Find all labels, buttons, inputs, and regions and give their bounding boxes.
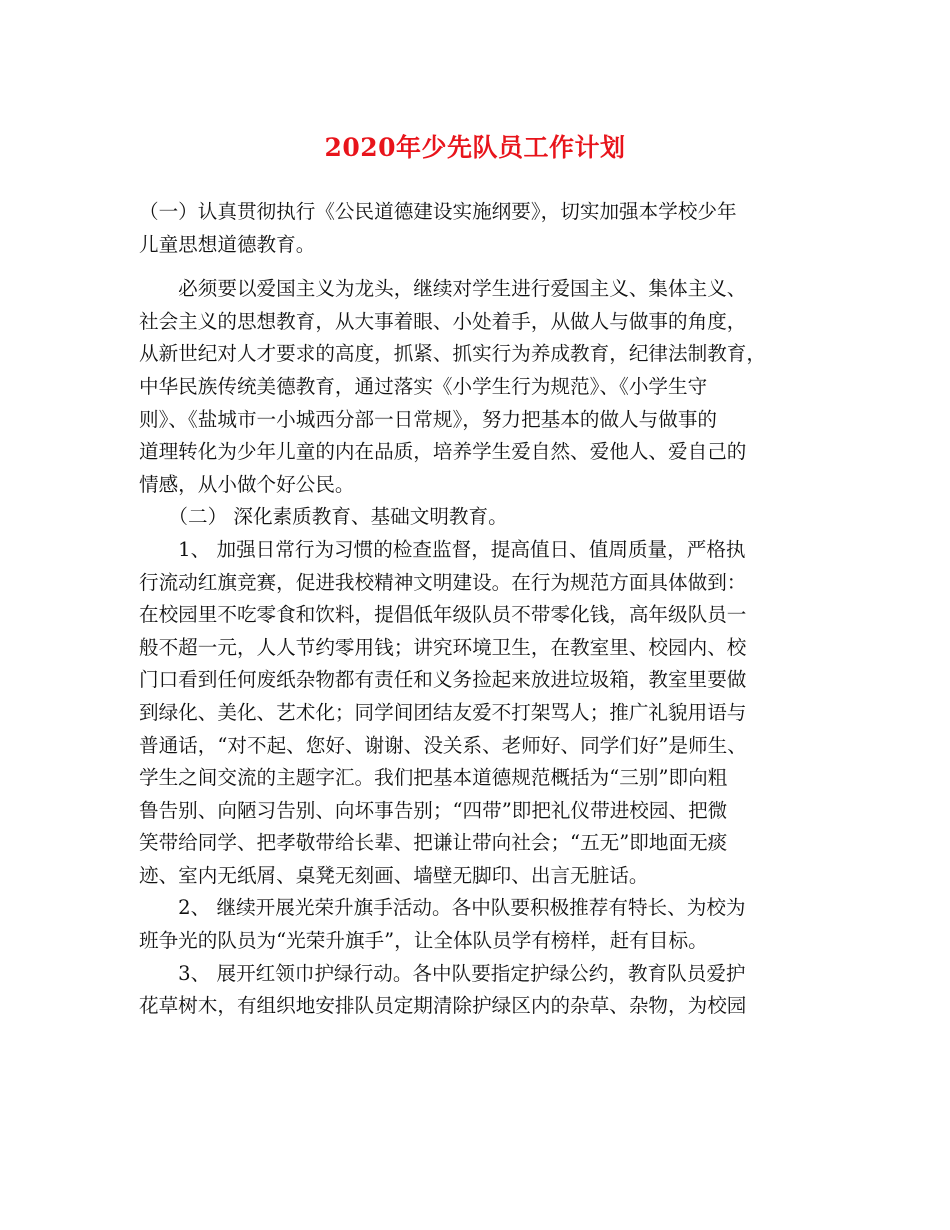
text-line: 2、 继续开展光荣升旗手活动。各中队要积极推荐有特长、为校为 [139,896,746,920]
document-title: 2020年少先队员工作计划 [324,133,626,162]
text-line: 班争光的队员为“光荣升旗手”，让全体队员学有榜样，赶有目标。 [139,929,708,953]
text-line: 到绿化、美化、艺术化；同学间团结友爱不打架骂人；推广礼貌用语与 [139,700,747,724]
text-line: 道理转化为少年儿童的内在品质，培养学生爱自然、爱他人、爱自己的 [139,440,747,464]
text-line: 则》、《盐城市一小城西分部一日常规》，努力把基本的做人与做事的 [139,407,718,431]
text-line: 行流动红旗竞赛，促进我校精神文明建设。在行为规范方面具体做到： [139,570,747,594]
text-line: 在校园里不吃零食和饮料，提倡低年级队员不带零化钱，高年级队员一 [139,603,747,627]
text-line: 从新世纪对人才要求的高度，抓紧、抓实行为养成教育，纪律法制教育， [139,342,766,366]
text-line: 鲁告别、向陋习告别、向坏事告别；“四带”即把礼仪带进校园、把微 [139,798,728,822]
text-line: 学生之间交流的主题字汇。我们把基本道德规范概括为“三别”即向粗 [139,766,728,790]
document-body [139,196,819,1023]
text-line: 情感，从小做个好公民。 [139,472,355,496]
text-line: 普通话，“对不起、您好、谢谢、没关系、老师好、同学们好”是师生、 [139,733,747,757]
text-line: 中华民族传统美德教育，通过落实《小学生行为规范》、《小学生守 [139,374,708,398]
text-line: 门口看到任何废纸杂物都有责任和义务捡起来放进垃圾箱，教室里要做 [139,668,747,692]
text-line: 花草树木，有组织地安排队员定期清除护绿区内的杂草、杂物，为校园 [139,994,747,1018]
text-line: 3、 展开红领巾护绿行动。各中队要指定护绿公约，教育队员爱护 [139,961,746,985]
text-line: 必须要以爱国主义为龙头，继续对学生进行爱国主义、集体主义、 [139,277,747,301]
paragraph-gap [139,261,819,273]
text-line: （一）认真贯彻执行《公民道德建设实施纲要》，切实加强本学校少年 [139,200,737,223]
text-line: 儿童思想道德教育。 [139,232,316,256]
text-line: 迹、室内无纸屑、桌凳无刻画、墙壁无脚印、出言无脏话。 [139,863,649,887]
text-line: （二） 深化素质教育、基础文明教育。 [139,505,508,529]
text-line: 般不超一元，人人节约零用钱；讲究环境卫生，在教室里、校园内、校 [139,635,747,659]
text-line: 社会主义的思想教育，从大事着眼、小处着手，从做人与做事的角度， [139,309,747,333]
text-line: 笑带给同学、把孝敬带给长辈、把谦让带向社会；“五无”即地面无痰 [139,831,728,855]
text-line: 1、 加强日常行为习惯的检查监督，提高值日、值周质量，严格执 [139,537,746,561]
